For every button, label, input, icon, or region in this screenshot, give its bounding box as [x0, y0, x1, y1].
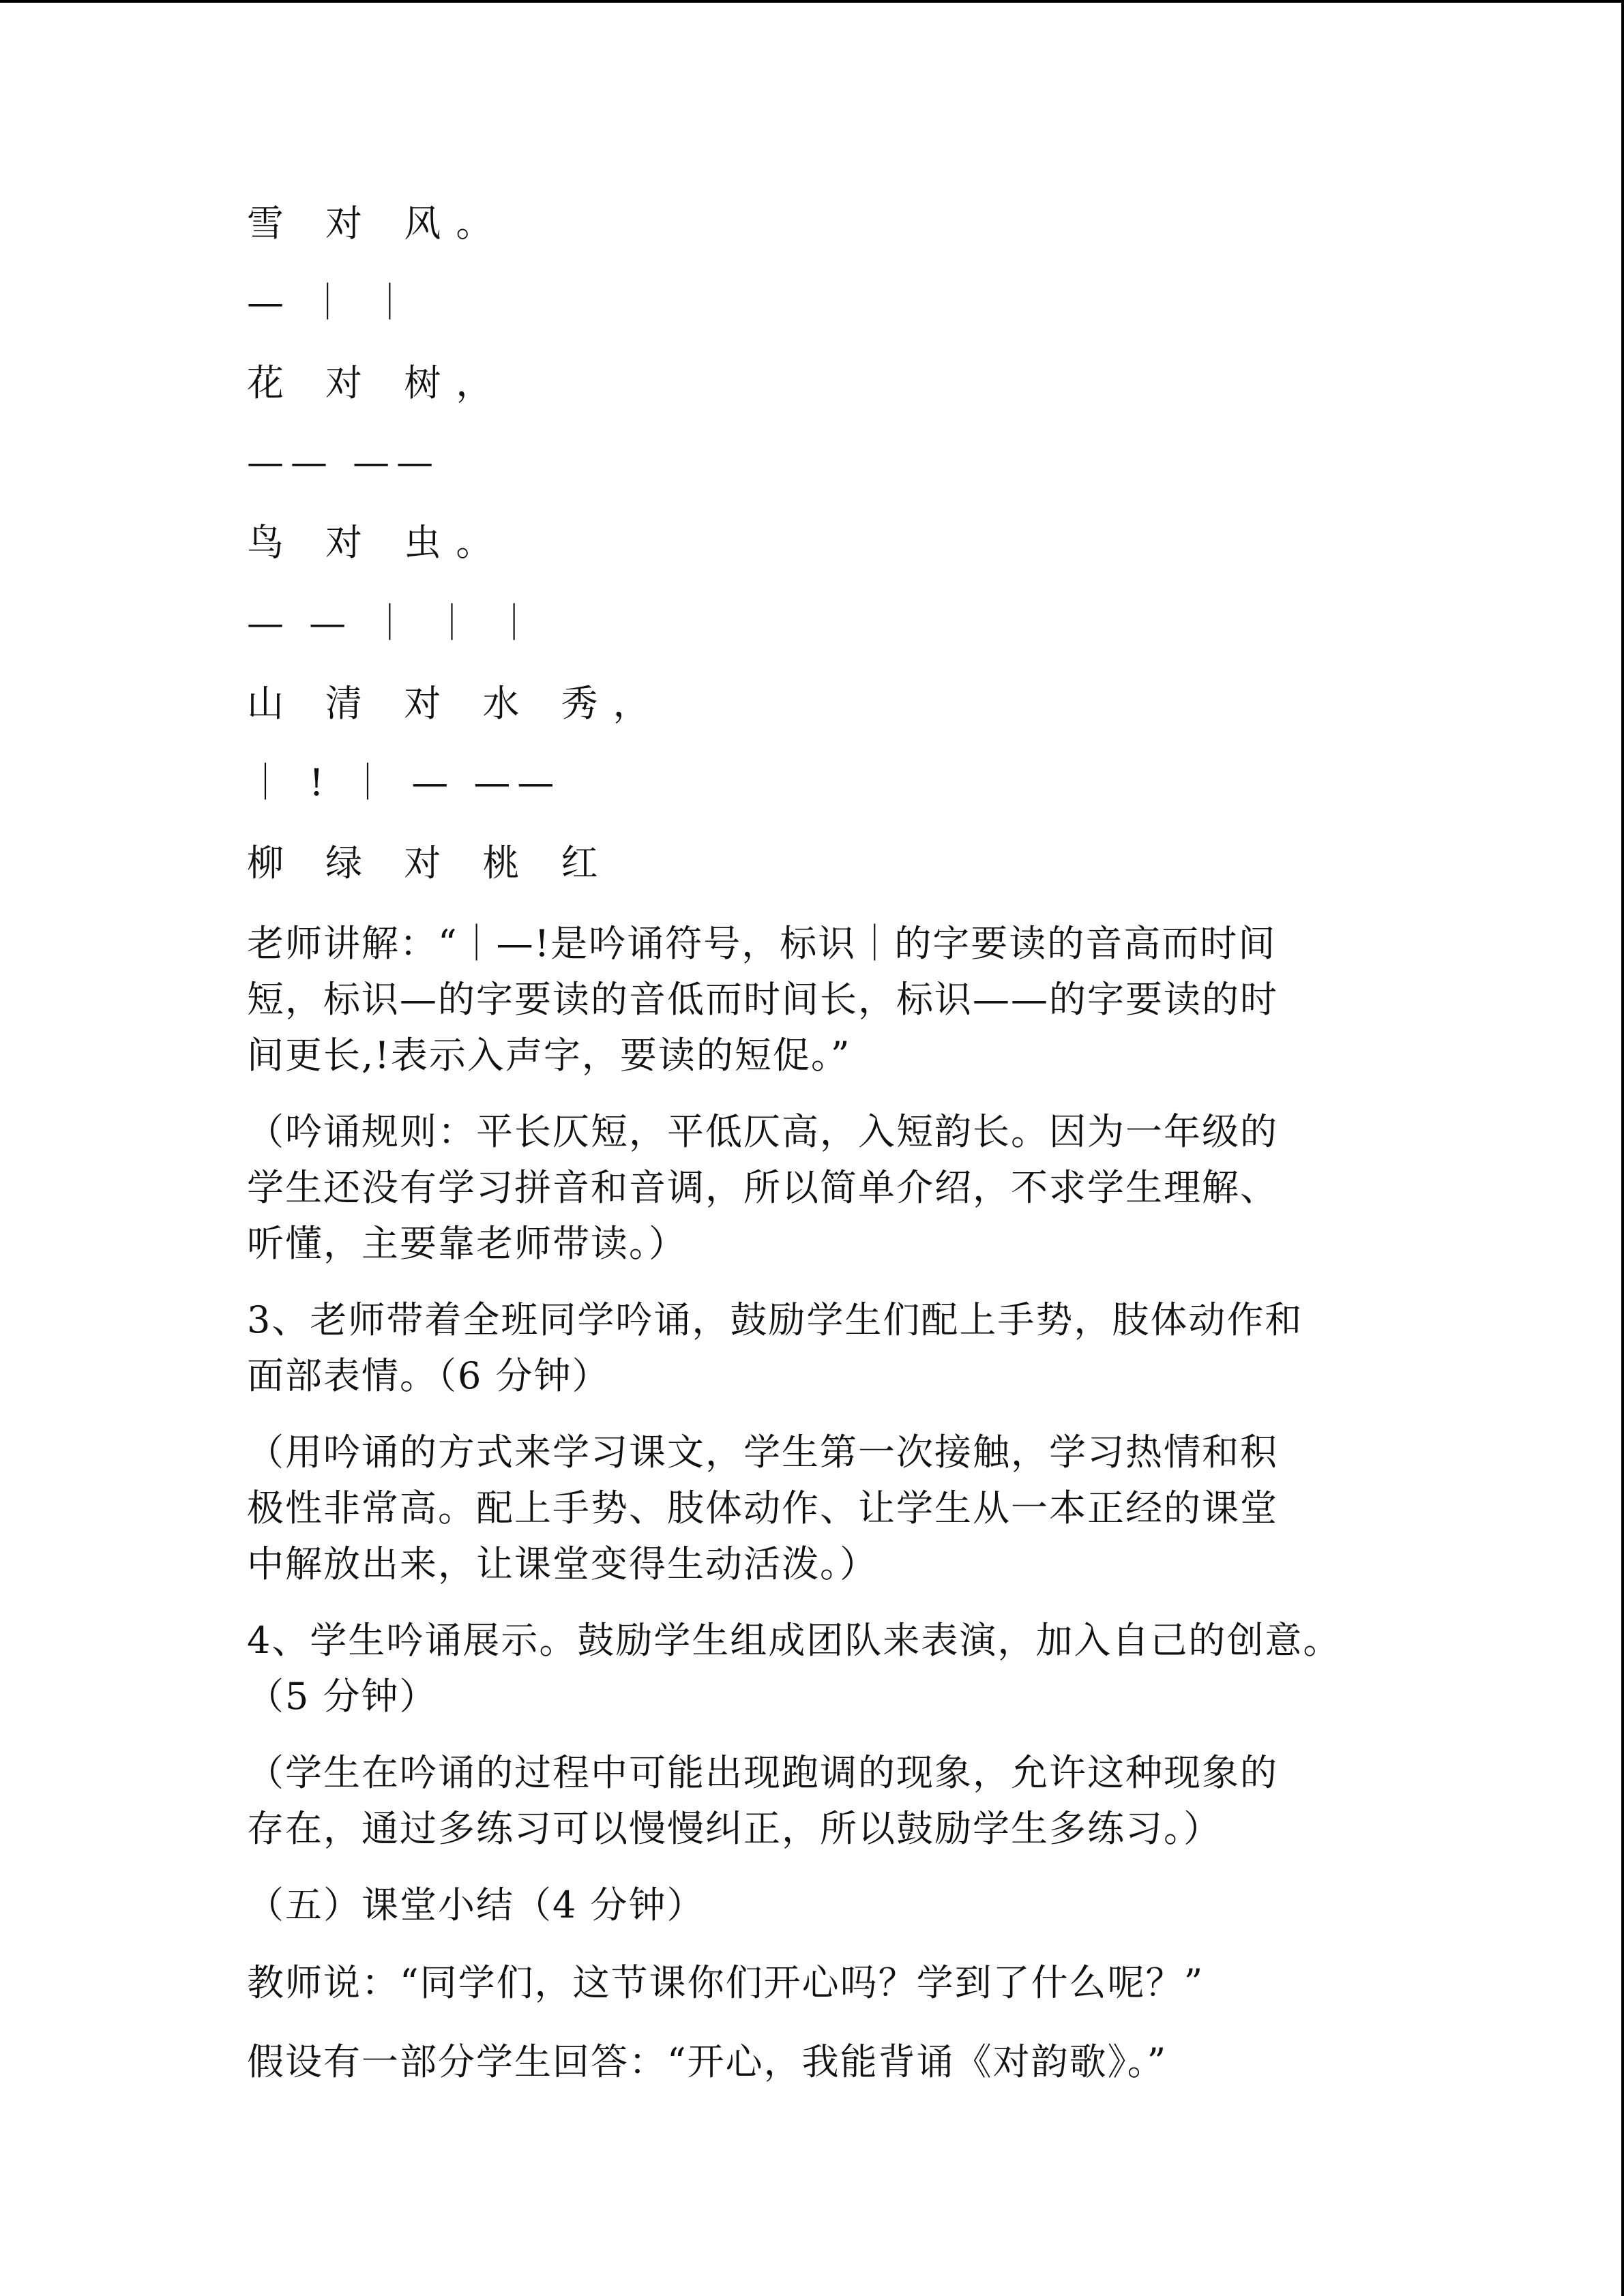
paragraph-line: （5 分钟）	[247, 1675, 438, 1718]
paragraph-line: 学生还没有学习拼音和音调，所以简单介绍，不求学生理解、	[247, 1166, 1278, 1209]
poem-line: 花 对 树，	[247, 361, 508, 404]
chant-marks: —— ——	[247, 441, 441, 483]
paragraph-line: 3、老师带着全班同学吟诵，鼓励学生们配上手势，肢体动作和	[247, 1298, 1303, 1341]
poem-line: 山 清 对 水 秀，	[247, 682, 665, 725]
paragraph-line: 短，标识—的字要读的音低而时间长，标识——的字要读的时	[247, 978, 1278, 1021]
paragraph-line: 听懂，主要靠老师带读。）	[247, 1222, 687, 1265]
poem-line: 鸟 对 虫。	[247, 521, 508, 564]
poem-line: 柳 绿 对 桃 红	[247, 841, 613, 884]
paragraph-line: （吟诵规则：平长仄短，平低仄高，入短韵长。因为一年级的	[247, 1110, 1278, 1153]
paragraph-line: 中解放出来，让课堂变得生动活泼。）	[247, 1542, 878, 1585]
paragraph-line: 老师讲解：“｜—!是吟诵符号，标识｜的字要读的音高而时间	[247, 922, 1277, 965]
paragraph-line: 假设有一部分学生回答：“开心，我能背诵《对韵歌》。”	[247, 2040, 1168, 2083]
paragraph-line: 面部表情。（6 分钟）	[247, 1354, 610, 1397]
chant-marks: ｜ ! ｜ — ——	[247, 761, 561, 804]
chant-marks: — ｜ ｜	[247, 281, 415, 324]
paragraph-line: （用吟诵的方式来学习课文，学生第一次接触，学习热情和积	[247, 1431, 1278, 1474]
section-heading: （五）课堂小结（4 分钟）	[247, 1883, 705, 1926]
page-border-right	[1621, 0, 1624, 2296]
page-border-top	[0, 0, 1624, 3]
paragraph-line: （学生在吟诵的过程中可能出现跑调的现象，允许这种现象的	[247, 1751, 1278, 1794]
paragraph-line: 4、学生吟诵展示。鼓励学生组成团队来表演，加入自己的创意。	[247, 1619, 1342, 1662]
paragraph-line: 极性非常高。配上手势、肢体动作、让学生从一本正经的课堂	[247, 1487, 1278, 1530]
paragraph-line: 教师说：“同学们，这节课你们开心吗？学到了什么呢？”	[247, 1961, 1205, 2004]
poem-line: 雪 对 风。	[247, 202, 508, 245]
paragraph-line: 存在，通过多练习可以慢慢纠正，所以鼓励学生多练习。）	[247, 1807, 1222, 1850]
paragraph-line: 间更长,!表示入声字，要读的短促。”	[247, 1034, 851, 1077]
chant-marks: — — ｜ ｜ ｜	[247, 601, 540, 644]
